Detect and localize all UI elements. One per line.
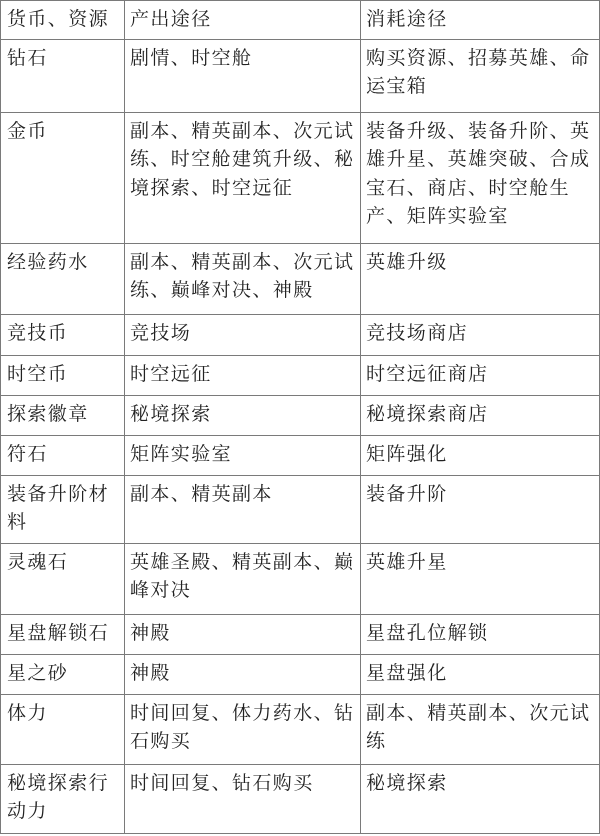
uses-cell: 副本、精英副本、次元试练 (361, 694, 600, 764)
sources-cell: 神殿 (125, 654, 361, 694)
sources-cell: 剧情、时空舱 (125, 39, 361, 112)
uses-cell: 英雄升级 (361, 243, 600, 314)
currency-name-cell: 金币 (1, 112, 125, 243)
currency-name-cell: 星盘解锁石 (1, 614, 125, 654)
uses-cell: 装备升阶 (361, 475, 600, 543)
table-row (1, 764, 600, 833)
sources-cell: 时空远征 (125, 355, 361, 395)
currency-name-cell: 体力 (1, 694, 125, 764)
uses-cell: 购买资源、招募英雄、命运宝箱 (361, 39, 600, 112)
uses-cell: 装备升级、装备升阶、英雄升星、英雄突破、合成宝石、商店、时空舱生产、矩阵实验室 (361, 112, 600, 243)
uses-cell: 秘境探索商店 (361, 395, 600, 435)
sources-cell: 神殿 (125, 614, 361, 654)
table-row (1, 694, 600, 764)
currency-name-cell: 经验药水 (1, 243, 125, 314)
sources-cell: 竞技场 (125, 314, 361, 355)
table-row (1, 355, 600, 395)
table-row (1, 39, 600, 112)
currency-name-cell: 钻石 (1, 39, 125, 112)
table-row (1, 243, 600, 314)
table-row (1, 435, 600, 475)
table-row (1, 614, 600, 654)
table-row (1, 475, 600, 543)
uses-cell: 星盘强化 (361, 654, 600, 694)
uses-cell: 星盘孔位解锁 (361, 614, 600, 654)
currency-name-cell: 星之砂 (1, 654, 125, 694)
currency-name-cell: 灵魂石 (1, 543, 125, 614)
currency-name-cell: 探索徽章 (1, 395, 125, 435)
sources-cell: 时间回复、钻石购买 (125, 764, 361, 833)
table-row (1, 314, 600, 355)
currency-name-cell: 装备升阶材料 (1, 475, 125, 543)
currency-name-cell: 时空币 (1, 355, 125, 395)
uses-cell: 时空远征商店 (361, 355, 600, 395)
sources-cell: 副本、精英副本、次元试练、时空舱建筑升级、秘境探索、时空远征 (125, 112, 361, 243)
uses-cell: 秘境探索 (361, 764, 600, 833)
table-row (1, 112, 600, 243)
currency-name-cell: 竞技币 (1, 314, 125, 355)
sources-cell: 矩阵实验室 (125, 435, 361, 475)
uses-cell: 矩阵强化 (361, 435, 600, 475)
sources-cell: 英雄圣殿、精英副本、巅峰对决 (125, 543, 361, 614)
table-row (1, 395, 600, 435)
table-row (1, 654, 600, 694)
uses-cell: 竞技场商店 (361, 314, 600, 355)
header-sources: 产出途径 (125, 1, 361, 40)
sources-cell: 秘境探索 (125, 395, 361, 435)
uses-cell: 英雄升星 (361, 543, 600, 614)
currency-name-cell: 符石 (1, 435, 125, 475)
header-currency: 货币、资源 (1, 1, 125, 40)
header-uses: 消耗途径 (361, 1, 600, 40)
sources-cell: 副本、精英副本 (125, 475, 361, 543)
sources-cell: 副本、精英副本、次元试练、巅峰对决、神殿 (125, 243, 361, 314)
currency-name-cell: 秘境探索行动力 (1, 764, 125, 833)
table-row (1, 543, 600, 614)
header-row (1, 1, 600, 40)
sources-cell: 时间回复、体力药水、钻石购买 (125, 694, 361, 764)
